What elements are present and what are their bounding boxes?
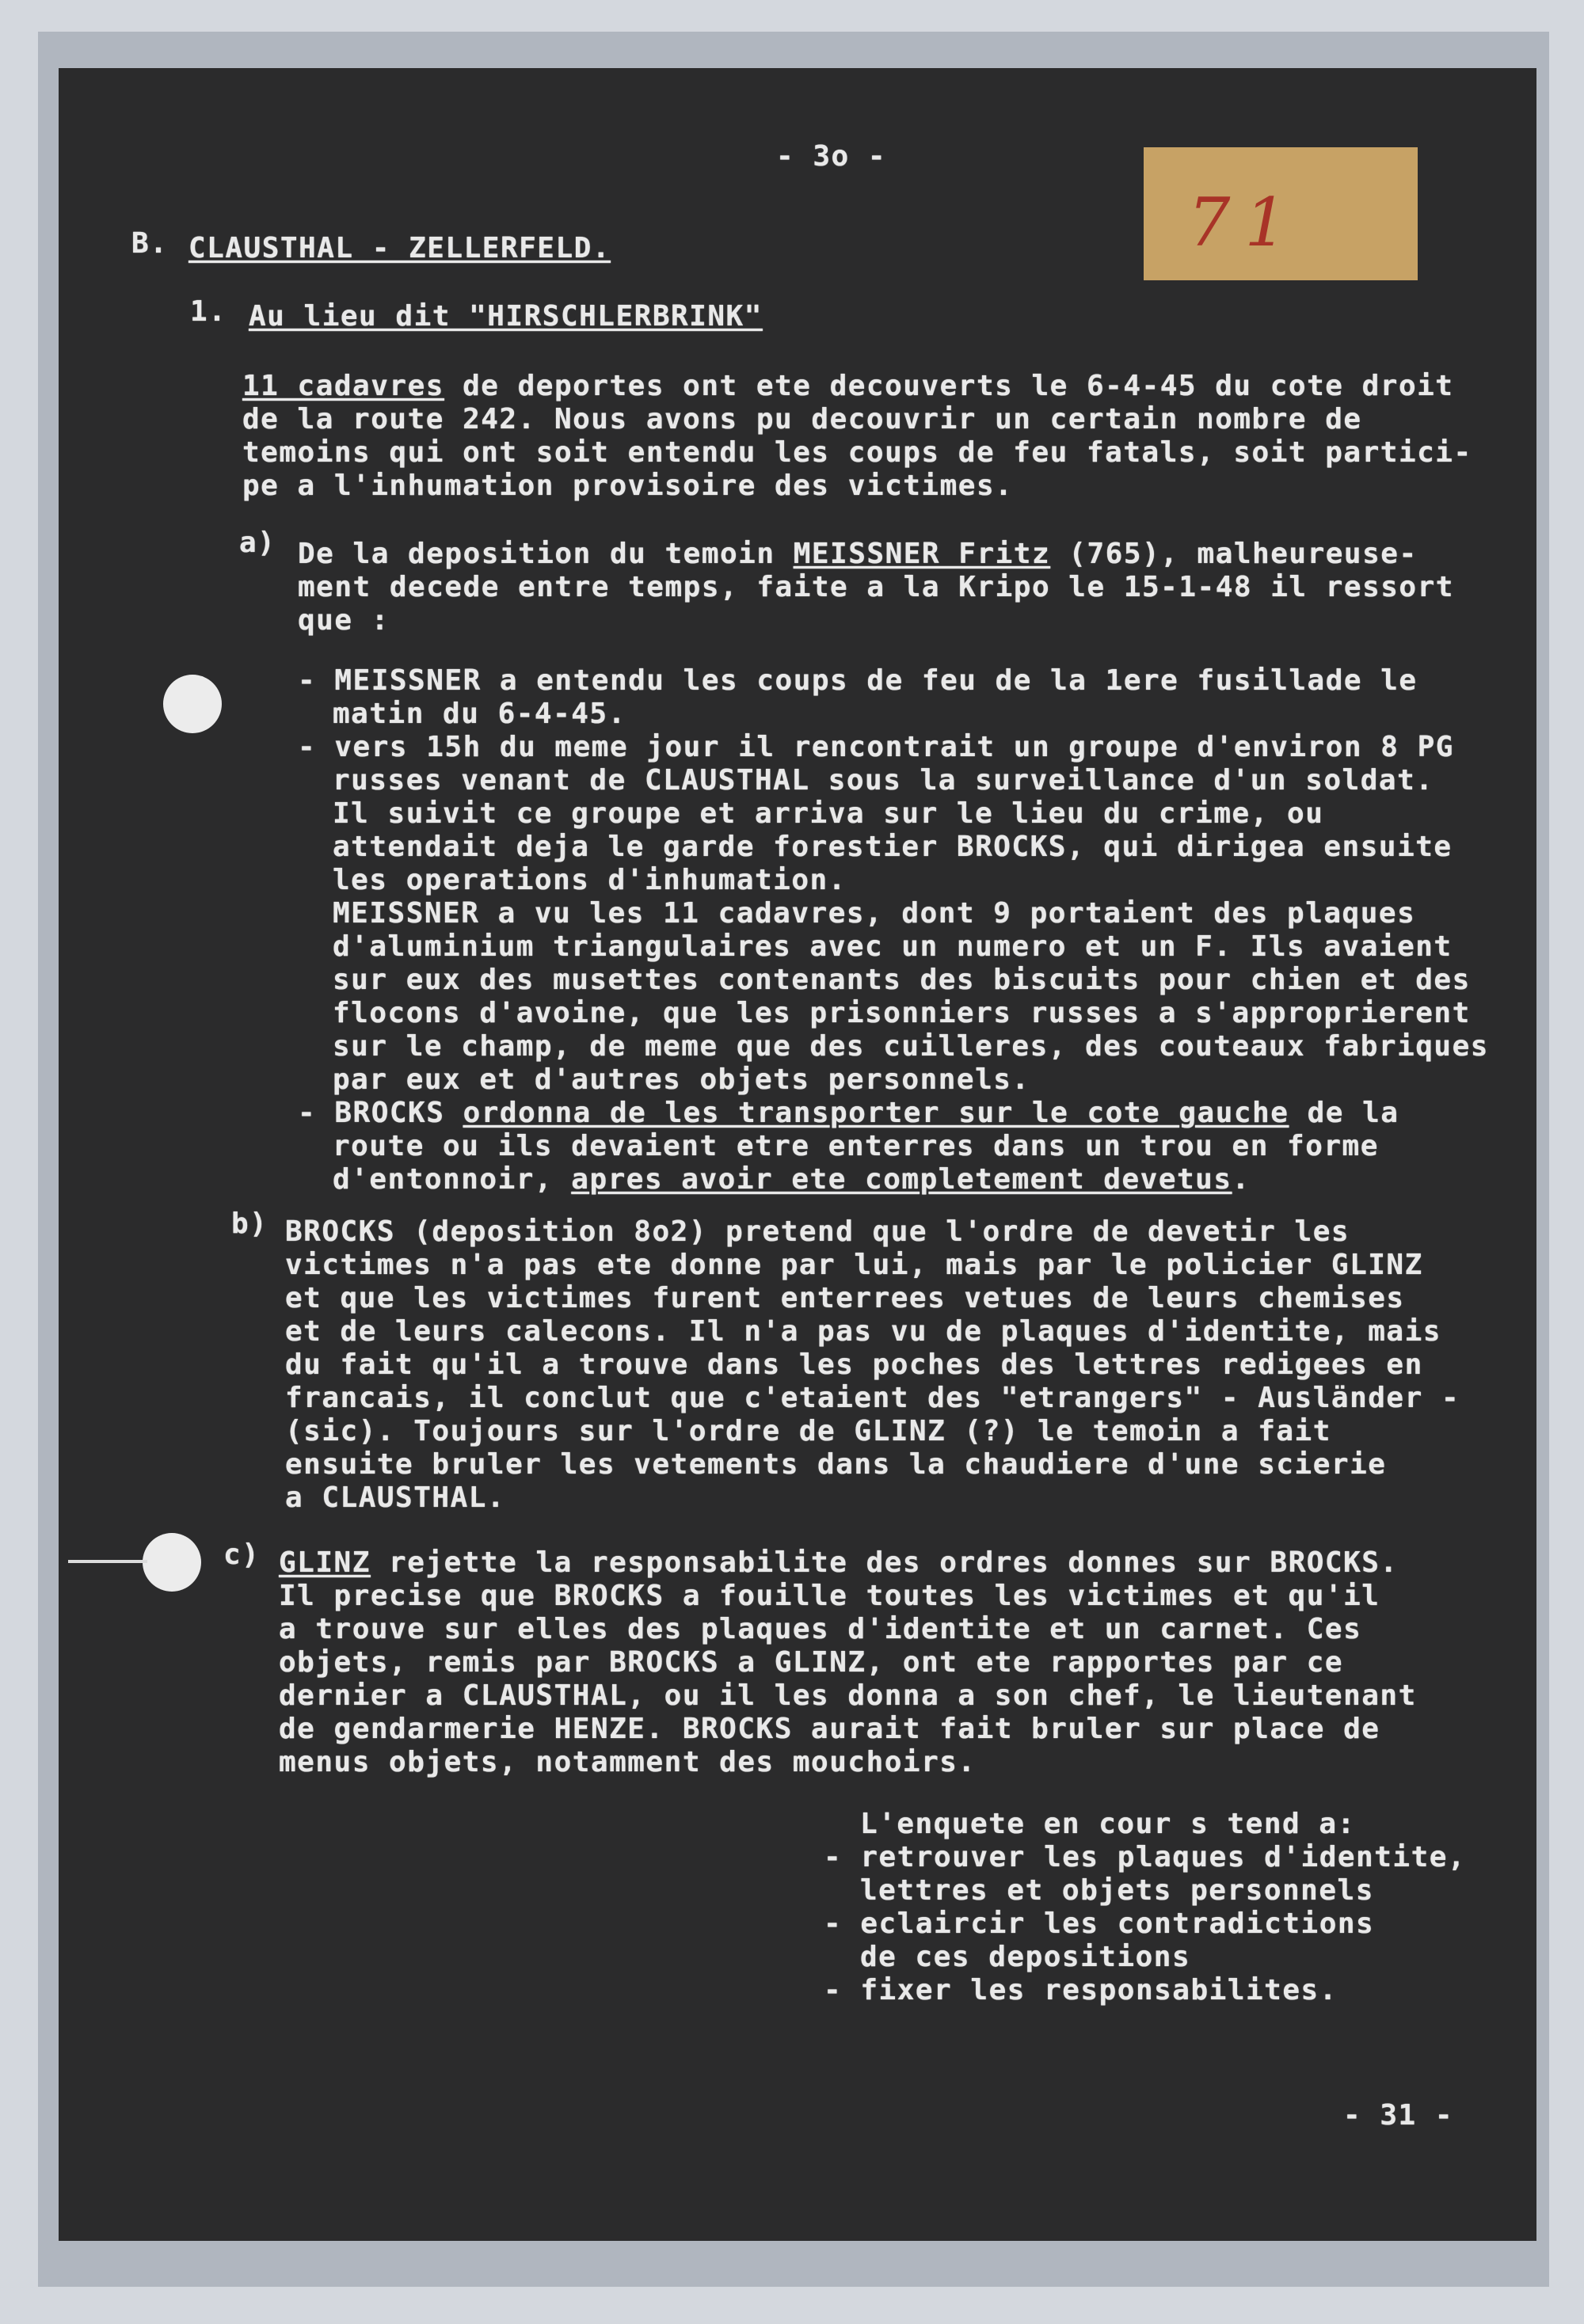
point-b-line: victimes n'a pas ete donne par lui, mais par le policier GLINZ — [285, 1249, 1423, 1281]
point-b-line: francais, il conclut que c'etaient des "etrangers" - Ausländer - — [285, 1382, 1460, 1414]
testimony-line: Il suivit ce groupe et arriva sur le lieu du crime, ou — [333, 797, 1324, 830]
testimony-line: sur le champ, de meme que des cuilleres, des couteaux fabriques — [333, 1030, 1489, 1063]
point-c-line: objets, remis par BROCKS a GLINZ, ont ete rapportes par ce — [279, 1646, 1344, 1679]
point-a-line: De la deposition du temoin MEISSNER Fritz (765), malheureuse- — [298, 538, 1418, 570]
testimony-line: route ou ils devaient etre enterres dans un trou en forme — [333, 1130, 1379, 1162]
testimony-line: russes venant de CLAUSTHAL sous la surveillance d'un soldat. — [333, 764, 1434, 797]
conclusion-line: lettres et objets personnels — [860, 1874, 1374, 1907]
point-b-line: et de leurs calecons. Il n'a pas vu de plaques d'identite, mais — [285, 1315, 1441, 1348]
point-b-line: et que les victimes furent enterrees vetues de leurs chemises — [285, 1282, 1405, 1314]
testimony-line: - MEISSNER a entendu les coups de feu de la 1ere fusillade le — [298, 664, 1418, 697]
intro-line: temoins qui ont soit entendu les coups de feu fatals, soit partici- — [242, 436, 1472, 469]
point-b-line: a CLAUSTHAL. — [285, 1482, 506, 1514]
point-c-line: Il precise que BROCKS a fouille toutes les victimes et qu'il — [279, 1580, 1380, 1612]
section-heading: CLAUSTHAL - ZELLERFELD. — [188, 232, 611, 264]
point-marker: b) — [231, 1208, 268, 1240]
point-c-line: GLINZ rejette la responsabilite des ordres donnes sur BROCKS. — [279, 1546, 1399, 1579]
point-c-line: menus objets, notamment des mouchoirs. — [279, 1746, 977, 1778]
punch-hole — [143, 1533, 201, 1592]
point-marker: a) — [239, 527, 276, 559]
order-underlined: ordonna de les transporter sur le cote gauche — [463, 1097, 1289, 1129]
victim-count: 11 cadavres — [242, 370, 444, 402]
conclusion-line: - retrouver les plaques d'identite, — [824, 1841, 1467, 1873]
subsection-heading: Au lieu dit "HIRSCHLERBRINK" — [249, 300, 763, 333]
conclusion-line: de ces depositions — [860, 1941, 1191, 1973]
testimony-line: sur eux des musettes contenants des biscuits pour chien et des — [333, 964, 1471, 996]
testimony-line: - BROCKS ordonna de les transporter sur le cote gauche de la — [298, 1097, 1399, 1129]
intro-line: de la route 242. Nous avons pu decouvrir un certain nombre de — [242, 403, 1362, 436]
point-marker: c) — [223, 1539, 261, 1571]
testimony-line: attendait deja le garde forestier BROCKS, qui dirigea ensuite — [333, 831, 1453, 863]
archive-label-number: 71 — [1188, 184, 1301, 261]
policeman-name: GLINZ — [279, 1546, 371, 1579]
testimony-line: d'entonnoir, apres avoir ete completement devetus. — [333, 1163, 1251, 1196]
conclusion-line: L'enquete en cour s tend a: — [860, 1808, 1356, 1840]
point-a-line: ment decede entre temps, faite a la Kripo le 15-1-48 il ressort — [298, 571, 1454, 603]
testimony-line: - vers 15h du meme jour il rencontrait un groupe d'environ 8 PG — [298, 731, 1454, 763]
testimony-line: flocons d'avoine, que les prisonniers russes a s'approprierent — [333, 997, 1471, 1029]
point-b-line: ensuite bruler les vetements dans la chaudiere d'une scierie — [285, 1448, 1387, 1481]
testimony-line: matin du 6-4-45. — [333, 698, 626, 730]
point-a-line: que : — [298, 604, 390, 637]
footer-next-page: - 31 - — [1343, 2099, 1454, 2132]
point-b-line: du fait qu'il a trouve dans les poches des lettres redigees en — [285, 1348, 1423, 1381]
intro-line: 11 cadavres de deportes ont ete decouverts le 6-4-45 du cote droit — [242, 370, 1454, 402]
section-heading-prefix: B. — [131, 227, 169, 260]
punch-hole-mark — [68, 1560, 147, 1563]
point-c-line: de gendarmerie HENZE. BROCKS aurait fait bruler sur place de — [279, 1713, 1380, 1745]
undressed-underlined: apres avoir ete completement devetus — [571, 1163, 1232, 1196]
conclusion-line: - eclaircir les contradictions — [824, 1908, 1375, 1940]
subsection-prefix: 1. — [190, 295, 227, 328]
point-b-line: BROCKS (deposition 8o2) pretend que l'ordre de devetir les — [285, 1215, 1350, 1248]
intro-line: pe a l'inhumation provisoire des victimes. — [242, 470, 1014, 502]
header-page-number: - 3o - — [776, 140, 887, 173]
testimony-line: les operations d'inhumation. — [333, 864, 847, 896]
testimony-line: d'aluminium triangulaires avec un numero et un F. Ils avaient — [333, 930, 1453, 963]
punch-hole — [163, 675, 222, 733]
point-b-line: (sic). Toujours sur l'ordre de GLINZ (?) le temoin a fait — [285, 1415, 1331, 1447]
testimony-line: MEISSNER a vu les 11 cadavres, dont 9 portaient des plaques — [333, 897, 1416, 930]
point-c-line: a trouve sur elles des plaques d'identite et un carnet. Ces — [279, 1613, 1362, 1645]
testimony-line: par eux et d'autres objets personnels. — [333, 1063, 1030, 1096]
witness-name: MEISSNER Fritz — [793, 538, 1051, 570]
conclusion-line: - fixer les responsabilites. — [824, 1974, 1338, 2006]
point-c-line: dernier a CLAUSTHAL, ou il les donna a son chef, le lieutenant — [279, 1679, 1417, 1712]
